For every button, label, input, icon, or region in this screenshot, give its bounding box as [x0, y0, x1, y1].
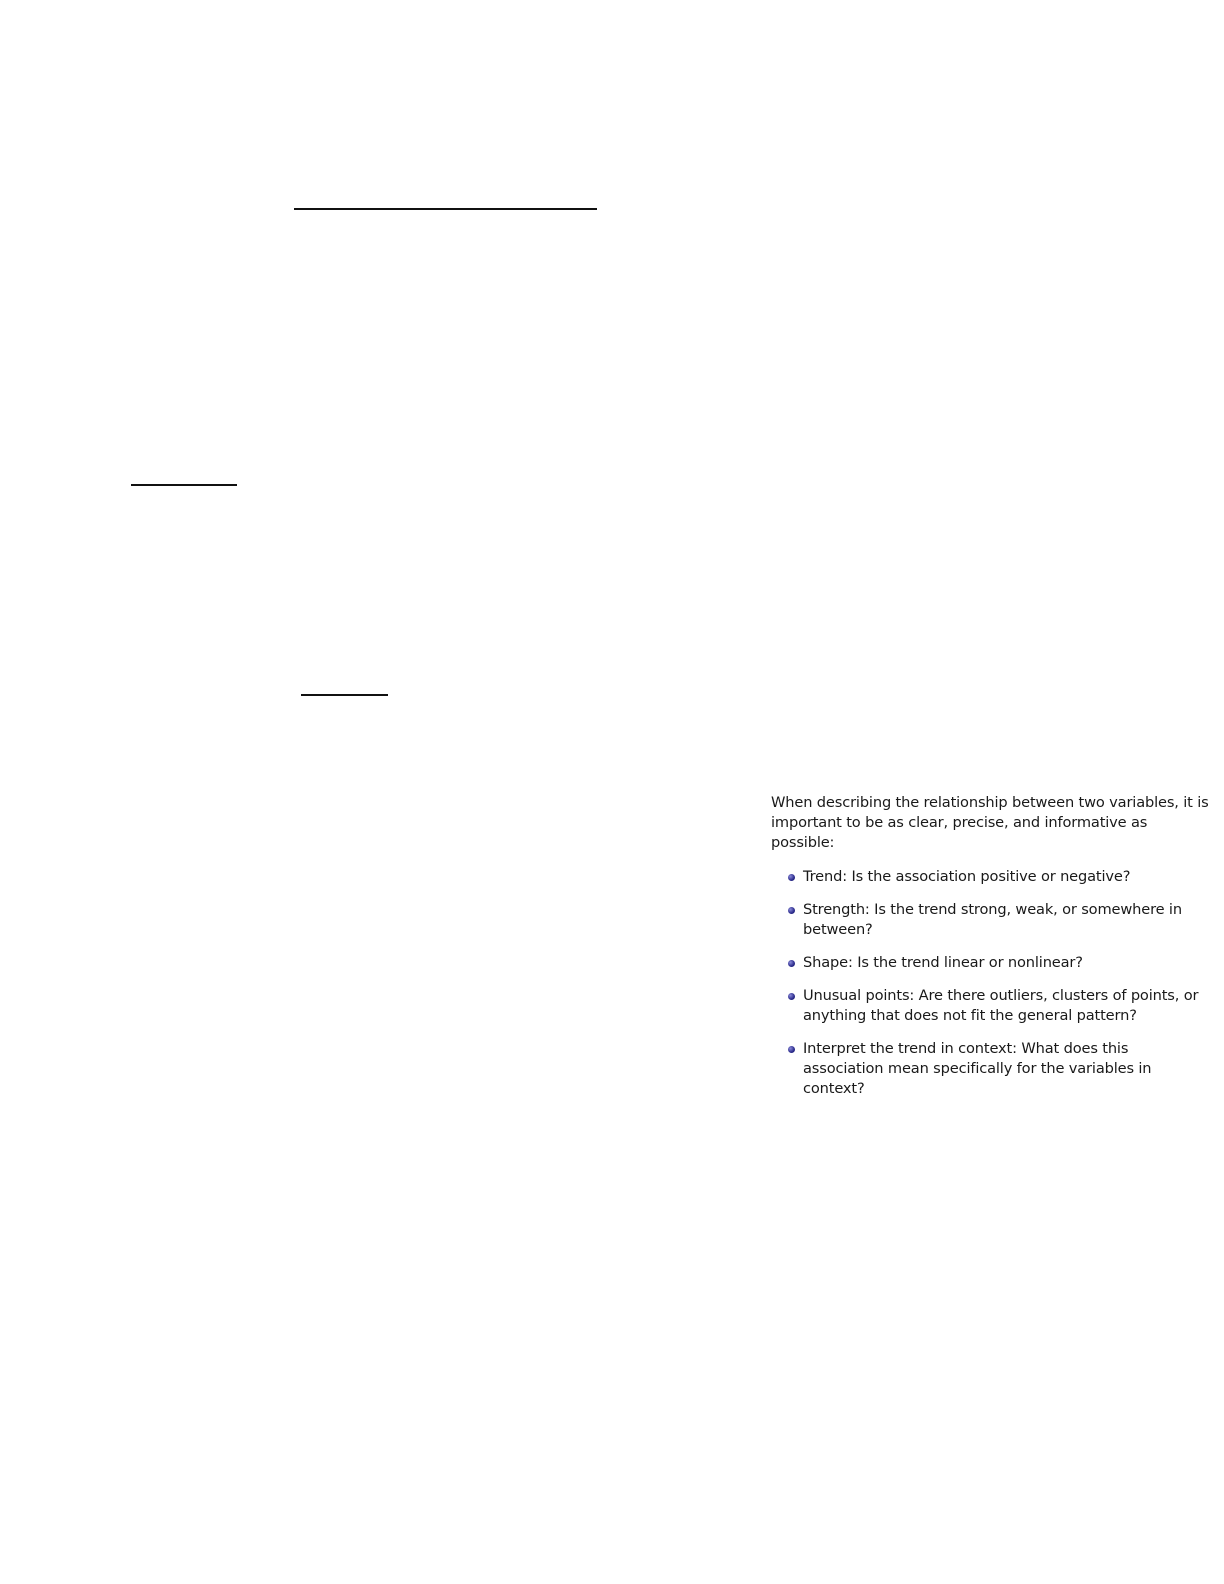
bullet-dot-icon [788, 907, 795, 914]
bullet-text: Interpret the trend in context: What does this association mean specifically for the variables in context? [803, 1040, 1152, 1097]
list-item [788, 953, 1211, 973]
bullet-dot-icon [788, 874, 795, 881]
slide-intro-text: When describing the relationship between two variables, it is important to be as clear, precise, and informative as possible: [771, 794, 1209, 851]
list-item [788, 900, 1211, 940]
bullet-dot-icon [788, 993, 795, 1000]
list-item [788, 986, 1211, 1026]
fill-in-blank-line-3 [301, 694, 388, 696]
fill-in-blank-line-1 [294, 208, 597, 210]
bullet-dot-icon [788, 960, 795, 967]
slide-excerpt [771, 793, 1211, 1112]
bullet-text: Unusual points: Are there outliers, clusters of points, or anything that does not fit the general pattern? [803, 987, 1199, 1024]
bullet-dot-icon [788, 1046, 795, 1053]
fill-in-blank-line-2 [131, 484, 237, 486]
list-item [788, 867, 1211, 887]
bullet-text: Trend: Is the association positive or negative? [803, 868, 1131, 885]
list-item [788, 1039, 1211, 1099]
bullet-list [771, 867, 1211, 1099]
bullet-text: Strength: Is the trend strong, weak, or somewhere in between? [803, 901, 1182, 938]
bullet-text: Shape: Is the trend linear or nonlinear? [803, 954, 1083, 971]
